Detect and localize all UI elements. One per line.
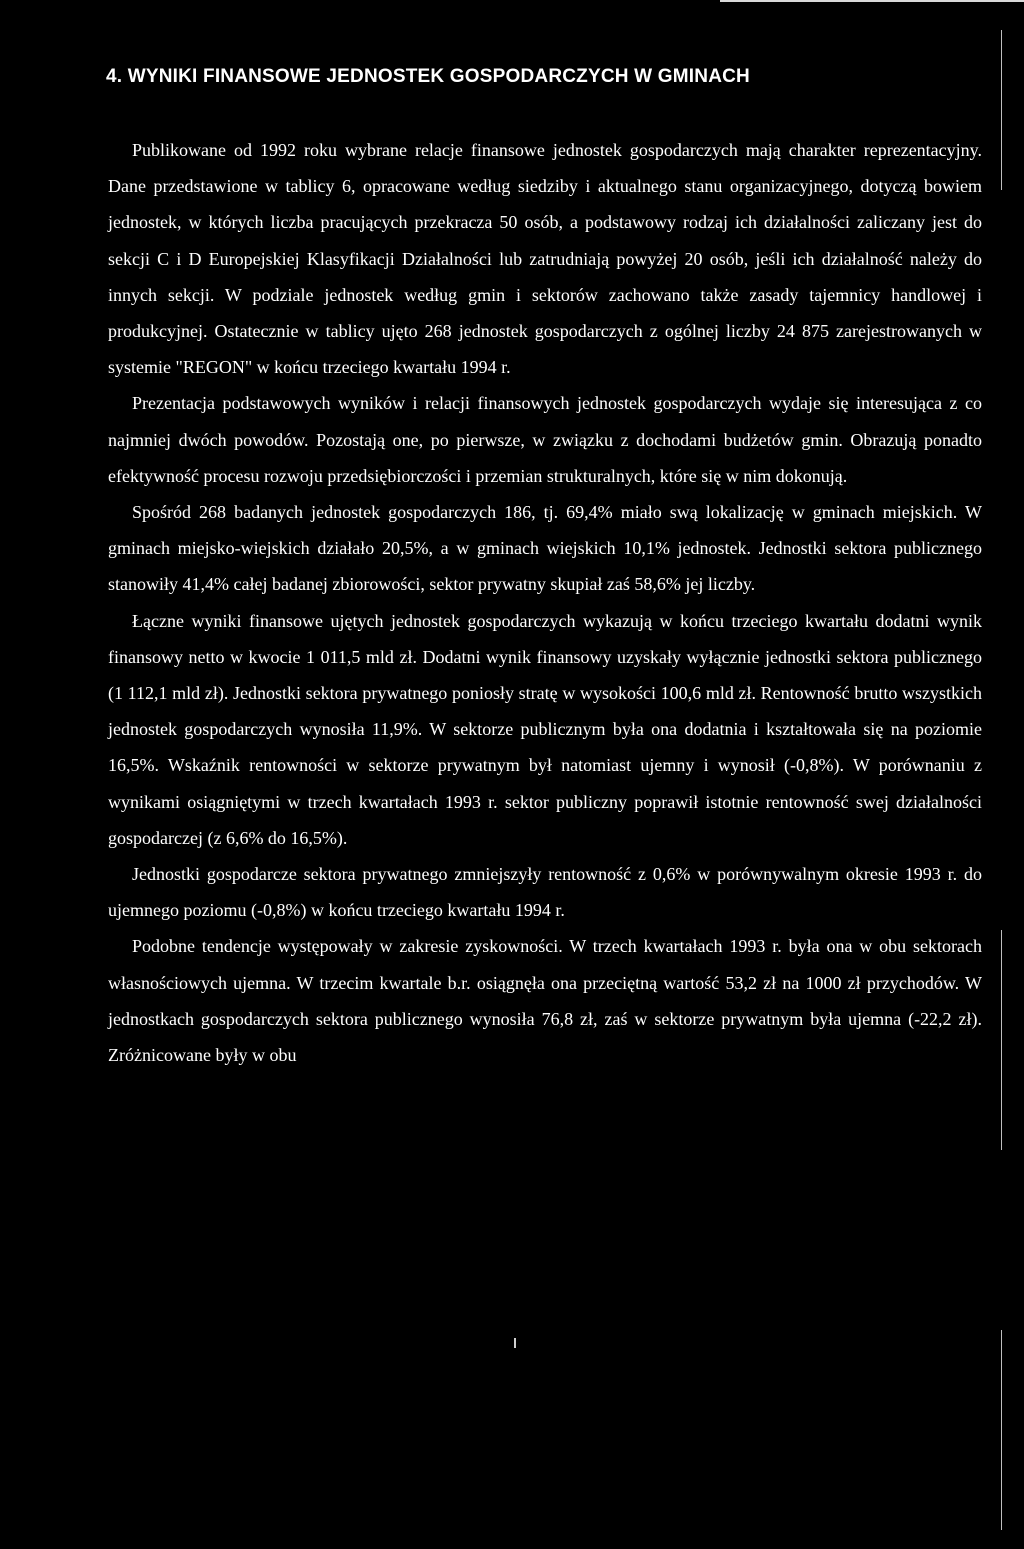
scan-edge-line [1001, 930, 1002, 1150]
paragraph-6: Podobne tendencje występowały w zakresie zyskowności. W trzech kwartałach 1993 r. była ona w obu sektorach własnościowych ujemna. W trzecim kwartale b.r. osiągnęła ona przeciętną wartość 53,2 zł na 1000 zł przychodów. W jednostkach gospodarczych sektora publicznego wynosiła 76,8 zł, zaś w sektorze prywatnym była ujemna (-22,2 zł). Zróżnicowane były w obu [108, 936, 982, 1066]
scan-edge-line [1001, 30, 1002, 190]
paragraph-4: Łączne wyniki finansowe ujętych jednostek gospodarczych wykazują w końcu trzeciego kwartału dodatni wynik finansowy netto w kwocie 1 011,5 mld zł. Dodatni wynik finansowy uzyskały wyłącznie jednostki sektora publicznego (1 112,1 mld zł). Jednostki sektora prywatnego poniosły stratę w wysokości 100,6 mld zł. Rentowność brutto wszystkich jednostek gospodarczych wynosiła 11,9%. W sektorze publicznym była ona dodatnia i kształtowała się na poziomie 16,5%. Wskaźnik rentowności w sektorze prywatnym był natomiast ujemny i wynosił (-0,8%). W porównaniu z wynikami osiągniętymi w trzech kwartałach 1993 r. sektor publiczny poprawił istotnie rentowność swej działalności gospodarczej (z 6,6% do 16,5%). [108, 610, 982, 848]
section-heading: 4. WYNIKI FINANSOWE JEDNOSTEK GOSPODARCZYCH W GMINACH [106, 66, 750, 87]
paragraph-5: Jednostki gospodarcze sektora prywatnego zmniejszyły rentowność z 0,6% w porównywalnym okresie 1993 r. do ujemnego poziomu (-0,8%) w końcu trzeciego kwartału 1994 r. [108, 864, 982, 921]
paragraph-3: Spośród 268 badanych jednostek gospodarczych 186, tj. 69,4% miało swą lokalizację w gminach miejskich. W gminach miejsko-wiejskich działało 20,5%, a w gminach wiejskich 10,1% jednostek. Jednostki sektora publicznego stanowiły 41,4% całej badanej zbiorowości, sektor prywatny skupiał zaś 58,6% jej liczby. [108, 502, 982, 595]
scan-speck [514, 1338, 516, 1348]
scan-edge-line [1001, 1330, 1002, 1530]
top-scan-rule [720, 0, 1024, 2]
paragraph-1: Publikowane od 1992 roku wybrane relacje finansowe jednostek gospodarczych mają charakter reprezentacyjny. Dane przedstawione w tablicy 6, opracowane według siedziby i aktualnego stanu organizacyjnego, dotyczą bowiem jednostek, w których liczba pracujących przekracza 50 osób, a podstawowy rodzaj ich działalności zaliczany jest do sekcji C i D Europejskiej Klasyfikacji Działalności lub zatrudniają powyżej 20 osób, jeśli ich działalność należy do innych sekcji. W podziale jednostek według gmin i sektorów zachowano także zasady tajemnicy handlowej i produkcyjnej. Ostatecznie w tablicy ujęto 268 jednostek gospodarczych z ogólnej liczby 24 875 zarejestrowanych w systemie "REGON" w końcu trzeciego kwartału 1994 r. [108, 140, 982, 378]
document-page [108, 60, 982, 1073]
paragraph-2: Prezentacja podstawowych wyników i relacji finansowych jednostek gospodarczych wydaje się interesująca z co najmniej dwóch powodów. Pozostają one, po pierwsze, w związku z dochodami budżetów gmin. Obrazują ponadto efektywność procesu rozwoju przedsiębiorczości i przemian strukturalnych, które się w nim dokonują. [108, 393, 982, 486]
